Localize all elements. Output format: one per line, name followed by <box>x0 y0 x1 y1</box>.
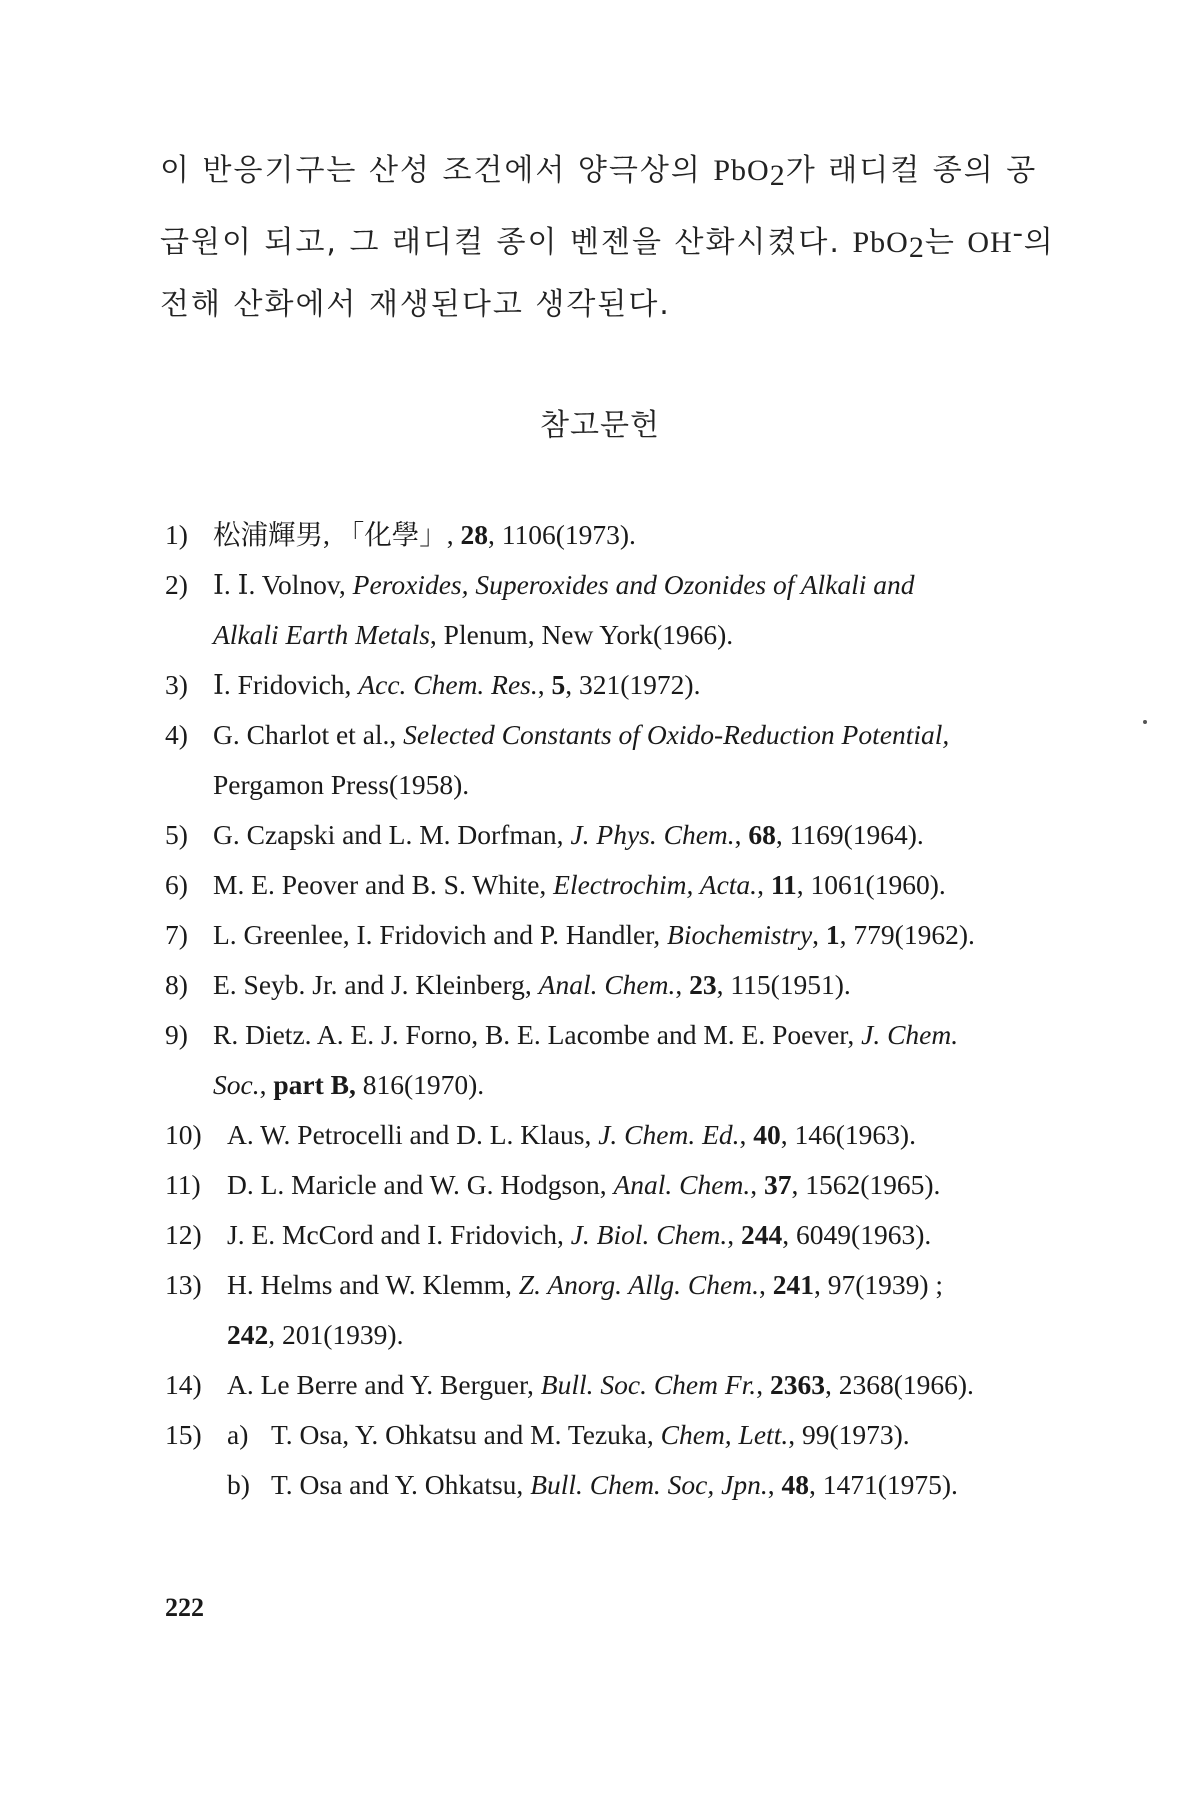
ref-text: G. Charlot et al., <box>213 719 404 750</box>
intro-paragraph <box>160 142 1060 333</box>
reference-item <box>165 560 1065 660</box>
ref-text: , 321(1972). <box>565 669 701 700</box>
ref-journal: J. Biol. Chem. <box>570 1219 728 1250</box>
ref-text: , 99(1973). <box>788 1419 910 1450</box>
ref-text: , 1562(1965). <box>791 1169 941 1200</box>
ref-text: , <box>767 1469 782 1500</box>
intro-text: 가 래디컬 종의 공 <box>785 153 1038 188</box>
reference-item <box>165 1410 1065 1510</box>
ref-text: R. Dietz. A. E. J. Forno, B. E. Lacombe and M. E. Poever, <box>213 1019 862 1050</box>
reference-number: 13) <box>165 1269 202 1300</box>
reference-continuation <box>165 610 1065 660</box>
intro-line: 전해 산화에서 재생된다고 생각된다. <box>160 287 671 322</box>
reference-number: 8) <box>165 969 188 1000</box>
reference-item <box>165 660 1065 710</box>
ref-text: , <box>757 869 771 900</box>
reference-number: 9) <box>165 1019 188 1050</box>
intro-text: 는 <box>924 225 968 260</box>
reference-item <box>165 510 1065 560</box>
ref-text: , <box>675 969 690 1000</box>
ref-text: , <box>750 1169 764 1200</box>
reference-number: 1) <box>165 519 188 550</box>
reference-continuation <box>165 1060 1065 1110</box>
ref-text: , <box>756 1369 770 1400</box>
ref-text: , <box>734 819 749 850</box>
ref-volume: part B, <box>273 1069 356 1100</box>
ref-text: , 1061(1960). <box>796 869 946 900</box>
ref-volume: 242 <box>227 1319 269 1350</box>
ref-text: 松浦輝男, 「化學」, <box>213 519 461 550</box>
ref-journal: J. Chem. <box>861 1019 959 1050</box>
ref-text: H. Helms and W. Klemm, <box>227 1269 519 1300</box>
ref-title: Selected Constants of Oxido-Reduction Potential, <box>403 719 950 750</box>
reference-number: 4) <box>165 719 188 750</box>
ref-volume: 2363 <box>769 1369 825 1400</box>
ref-volume: 244 <box>741 1219 783 1250</box>
ref-journal: Bull. Chem. Soc, Jpn. <box>530 1469 768 1500</box>
ref-text: 816(1970). <box>355 1069 485 1100</box>
ref-text: , 1169(1964). <box>775 819 924 850</box>
reference-number: 11) <box>165 1169 201 1200</box>
ref-text: , 6049(1963). <box>782 1219 932 1250</box>
reference-item <box>165 1360 1065 1410</box>
ref-journal: Chem, Lett. <box>660 1419 789 1450</box>
page-number: 222 <box>165 1593 204 1622</box>
ref-text: Ⅰ. Fridovich, <box>213 669 359 700</box>
ref-text: , 146(1963). <box>780 1119 916 1150</box>
ref-text: T. Osa, Y. Ohkatsu and M. Tezuka, <box>271 1419 661 1450</box>
ref-volume: 37 <box>763 1169 792 1200</box>
sub-reference <box>165 1460 1065 1510</box>
reference-number: 7) <box>165 919 188 950</box>
ref-journal: Anal. Chem. <box>613 1169 751 1200</box>
ref-text: T. Osa and Y. Ohkatsu, <box>271 1469 531 1500</box>
ref-volume: 1 <box>825 919 840 950</box>
ref-journal: J. Phys. Chem. <box>570 819 735 850</box>
reference-number: 14) <box>165 1369 202 1400</box>
ref-text: , <box>758 1269 773 1300</box>
reference-item <box>165 1110 1065 1160</box>
subscript: 2 <box>769 159 786 192</box>
ref-text: A. Le Berre and Y. Berguer, <box>227 1369 541 1400</box>
intro-text: 급원이 되고, 그 래디컬 종이 벤젠을 산화시켰다. <box>160 225 853 260</box>
ref-text: , 201(1939). <box>268 1319 404 1350</box>
reference-item <box>165 810 1065 860</box>
ref-text: J. E. McCord and I. Fridovich, <box>227 1219 571 1250</box>
ref-text: , 2368(1966). <box>824 1369 974 1400</box>
ref-text: , Plenum, New York(1966). <box>429 619 734 650</box>
ref-text: , <box>812 919 826 950</box>
reference-item <box>165 1010 1065 1110</box>
ref-volume: 48 <box>781 1469 809 1500</box>
reference-number: 12) <box>165 1219 202 1250</box>
ref-volume: 11 <box>770 869 797 900</box>
ref-title: Alkali Earth Metals <box>213 619 430 650</box>
ref-text: A. W. Petrocelli and D. L. Klaus, <box>227 1119 599 1150</box>
reference-number: 5) <box>165 819 188 850</box>
ref-volume: 68 <box>748 819 776 850</box>
ref-text: D. L. Maricle and W. G. Hodgson, <box>227 1169 614 1200</box>
reference-item <box>165 710 1065 810</box>
reference-list <box>165 510 1065 1510</box>
subscript: 2 <box>908 231 925 264</box>
ref-title: Peroxides, Superoxides and Ozonides of Alkali and <box>352 569 915 600</box>
superscript: - <box>1012 216 1024 249</box>
intro-line <box>160 204 1060 276</box>
ref-text: M. E. Peover and B. S. White, <box>213 869 554 900</box>
reference-number: 15) <box>165 1419 202 1450</box>
ref-journal: Soc. <box>213 1069 260 1100</box>
ref-text: E. Seyb. Jr. and J. Kleinberg, <box>213 969 539 1000</box>
ref-text: , 1106(1973). <box>488 519 636 550</box>
intro-text: 이 반응기구는 산성 조건에서 양극상의 <box>160 153 714 188</box>
ref-volume: 241 <box>772 1269 814 1300</box>
ref-text: Ⅰ. Ⅰ. Volnov, <box>213 569 353 600</box>
ref-text: , <box>537 669 552 700</box>
reference-number: 2) <box>165 569 188 600</box>
reference-number: 10) <box>165 1119 202 1150</box>
formula-oh: OH <box>967 226 1013 259</box>
reference-continuation <box>165 1310 1065 1360</box>
reference-item <box>165 960 1065 1010</box>
reference-number: 3) <box>165 669 188 700</box>
ref-text: , 779(1962). <box>839 919 975 950</box>
formula-pbo2: PbO <box>713 154 770 187</box>
ref-text: G. Czapski and L. M. Dorfman, <box>213 819 571 850</box>
ref-volume: 40 <box>753 1119 781 1150</box>
ref-volume: 28 <box>460 519 488 550</box>
reference-item <box>165 1210 1065 1260</box>
ref-text: , <box>727 1219 742 1250</box>
ref-journal: Biochemistry <box>667 919 813 950</box>
reference-continuation: Pergamon Press(1958). <box>213 769 470 800</box>
ref-journal: Bull. Soc. Chem Fr. <box>540 1369 757 1400</box>
ref-volume: 5 <box>551 669 566 700</box>
ref-journal: Z. Anorg. Allg. Chem. <box>518 1269 759 1300</box>
reference-item <box>165 1260 1065 1360</box>
ref-text: , 115(1951). <box>716 969 851 1000</box>
ref-text: , 1471(1975). <box>808 1469 958 1500</box>
ref-journal: J. Chem. Ed. <box>598 1119 740 1150</box>
ref-text: , 97(1939) ; <box>813 1269 944 1300</box>
reference-item <box>165 1160 1065 1210</box>
intro-text: 의 <box>1023 225 1055 260</box>
section-title: 참고문헌 <box>540 408 660 443</box>
reference-item <box>165 910 1065 960</box>
intro-line <box>160 142 1060 204</box>
ref-volume: 23 <box>689 969 717 1000</box>
sub-reference-label: a) <box>227 1419 249 1450</box>
ref-text: , <box>259 1069 274 1100</box>
ref-journal: Acc. Chem. Res. <box>358 669 538 700</box>
ref-journal: Electrochim, Acta. <box>553 869 758 900</box>
formula-pbo2: PbO <box>852 226 909 259</box>
reference-item <box>165 860 1065 910</box>
sub-reference-label: b) <box>227 1469 250 1500</box>
ref-text: L. Greenlee, I. Fridovich and P. Handler, <box>213 919 668 950</box>
ref-journal: Anal. Chem. <box>538 969 676 1000</box>
ref-text: , <box>739 1119 754 1150</box>
reference-number: 6) <box>165 869 188 900</box>
scan-speck <box>1143 720 1147 724</box>
